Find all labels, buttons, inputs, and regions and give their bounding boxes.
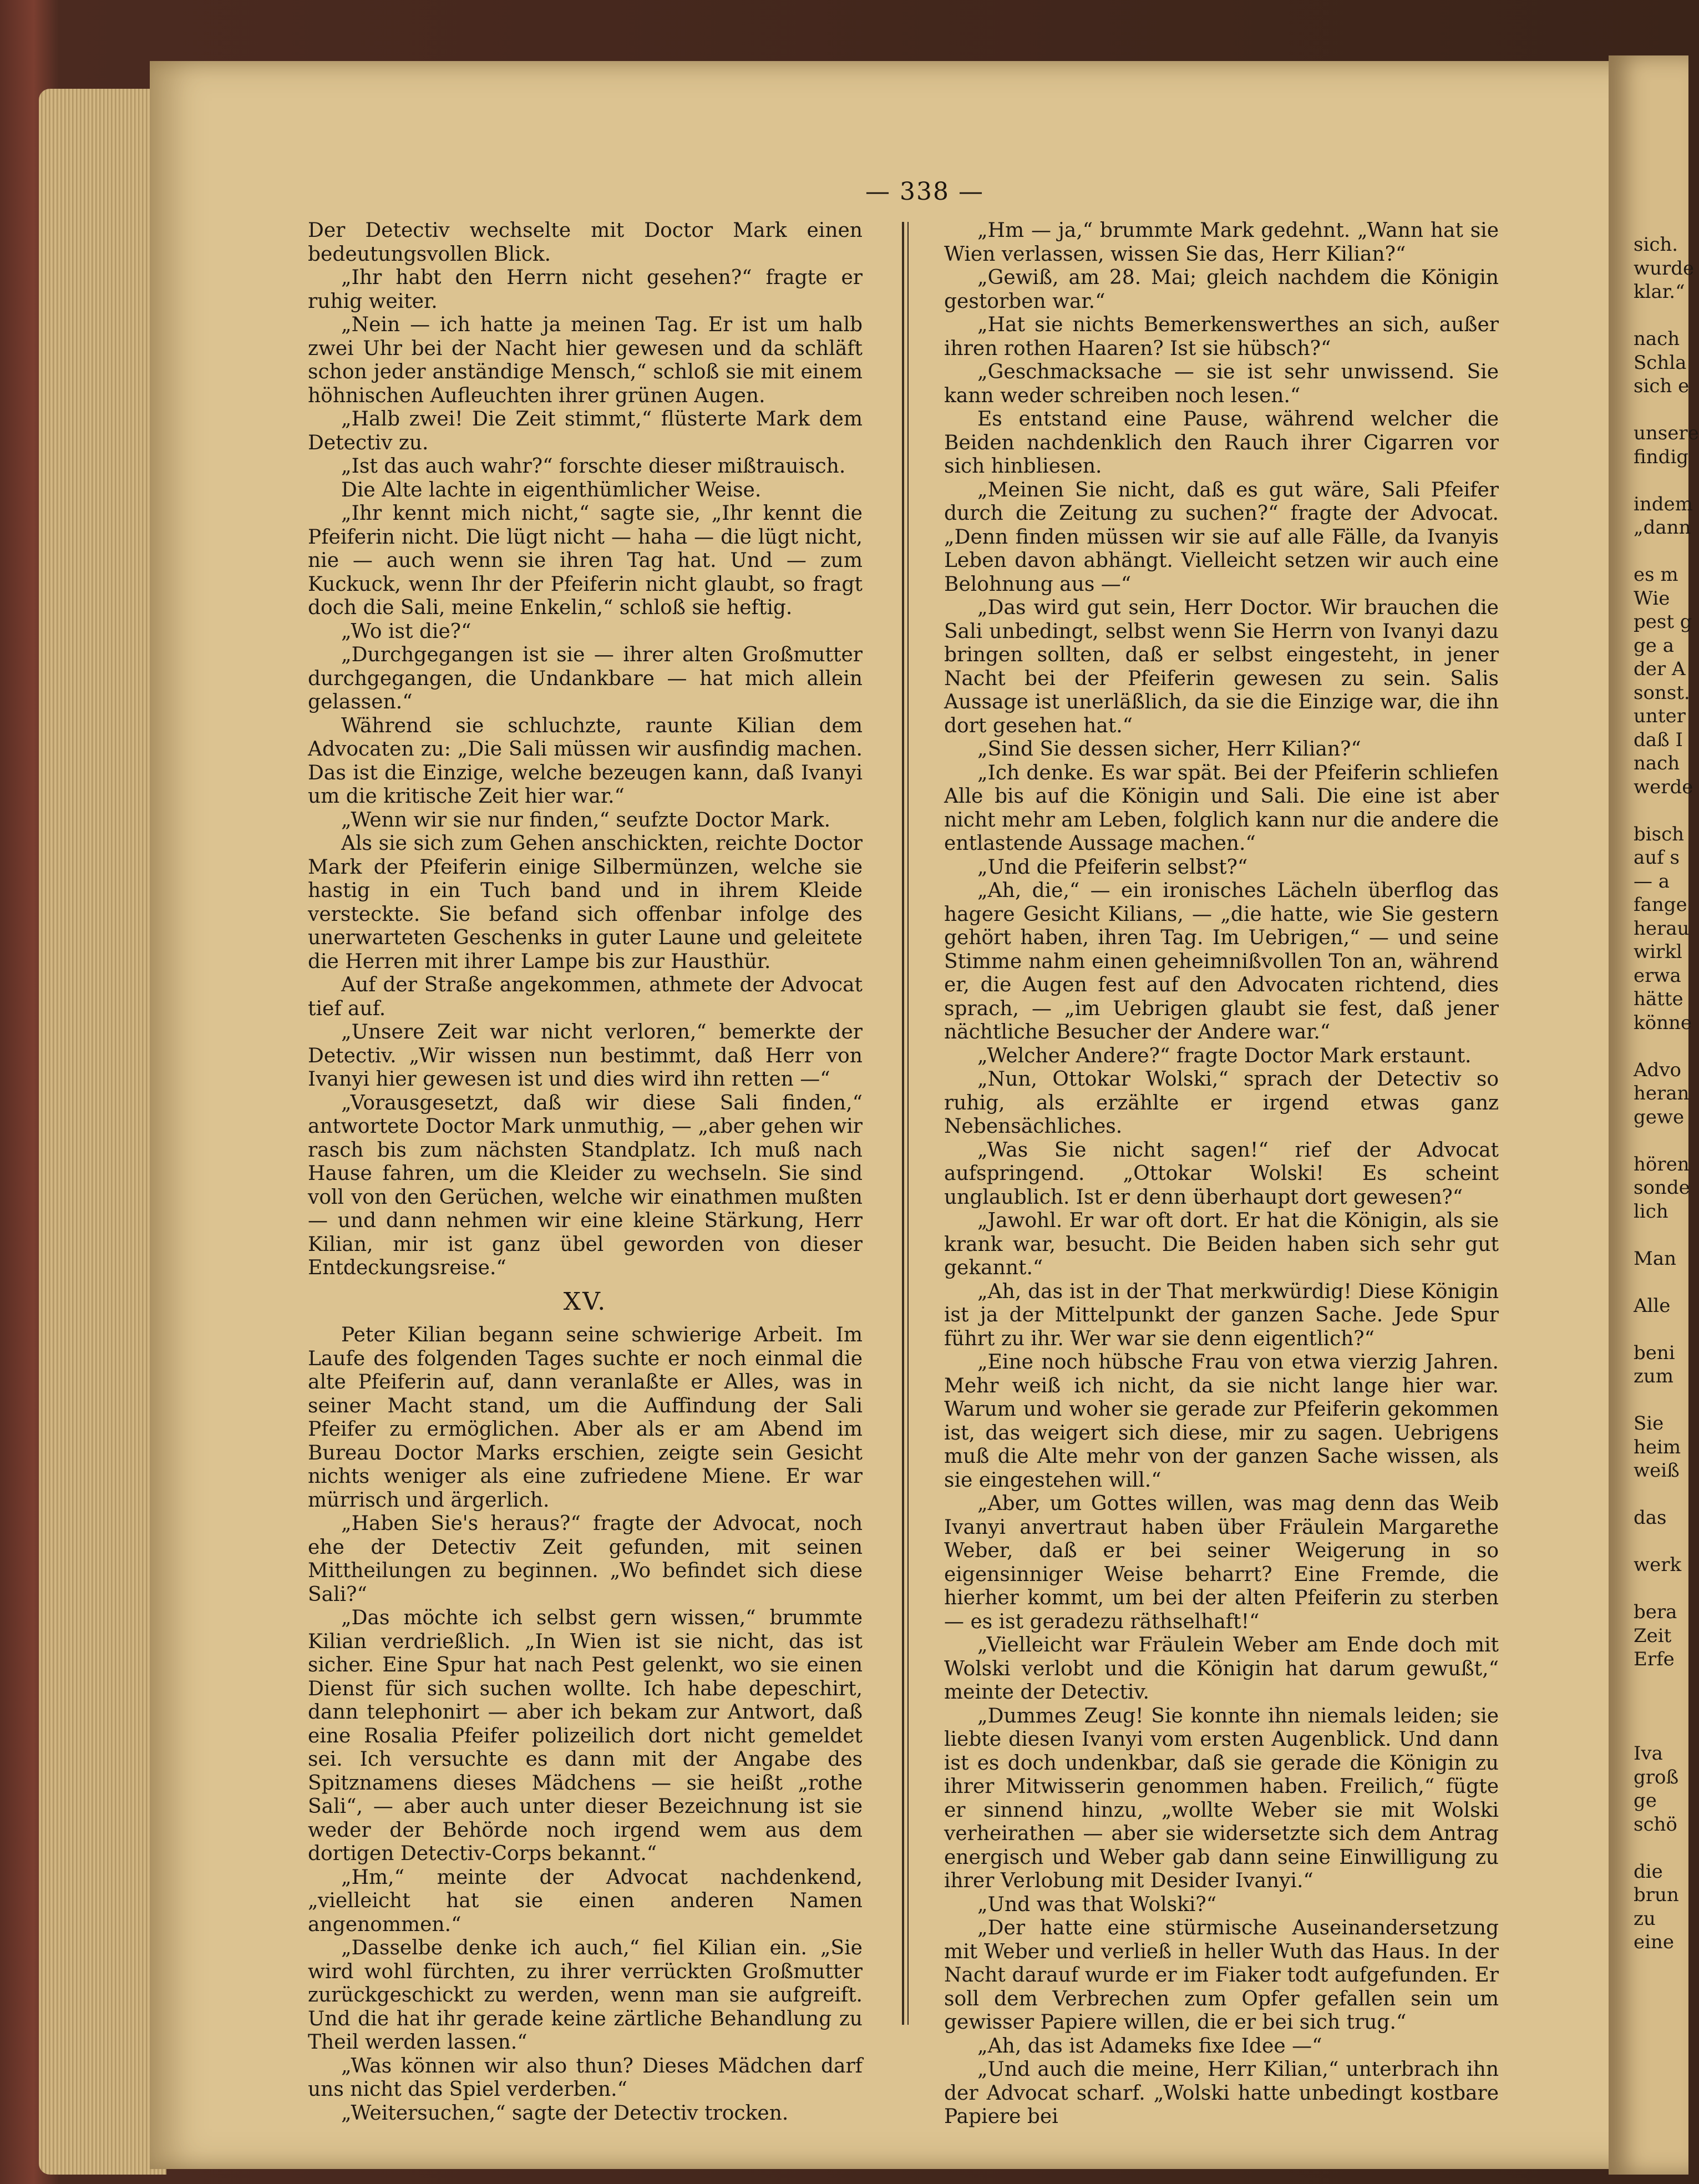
paragraph: „Vorausgesetzt, daß wir diese Sali finden,“ antwortete Doctor Mark unmuthig, — „aber gehen wir rasch bis zum nächsten Standplatz. Ich muß nach Hause fahren, um die Kleider zu wechseln. Sie sind voll von den Gerüchen, welche wir einathmen mußten — und dann nehmen wir eine kleine Stärkung, Herr Kilian, mir ist ganz übel geworden von dieser Entdeckungsreise.“: [308, 1091, 863, 1279]
section-heading: XV.: [563, 1287, 607, 1316]
fragment-line: [1634, 1695, 1686, 1719]
fragment-line: indem: [1634, 493, 1693, 515]
fragment-line: der A: [1634, 658, 1686, 680]
paragraph: „Was können wir also thun? Dieses Mädchen darf uns nicht das Spiel verderben.“: [308, 2054, 863, 2101]
fragment-line: fange: [1634, 894, 1687, 916]
fragment-line: Man: [1634, 1247, 1676, 1270]
fragment-line: hören: [1634, 1153, 1690, 1175]
fragment-line: brun: [1634, 1884, 1679, 1906]
paragraph: „Geschmacksache — sie ist sehr unwissend. Sie kann weder schreiben noch lesen.“: [944, 361, 1499, 407]
fragment-line: die: [1634, 1860, 1663, 1883]
book-page-edges: [39, 89, 166, 2175]
fragment-line: heran: [1634, 1082, 1690, 1104]
fragment-line: klar.“: [1634, 281, 1685, 303]
paragraph: Peter Kilian begann seine schwierige Arbeit. Im Laufe des folgenden Tages suchte er noch einmal die alte Pfeiferin auf, dann veranlaßte er Alles, was in seiner Macht stand, um die Auffindung der Sali Pfeifer zu ermöglichen. Aber als er am Abend im Bureau Doctor Marks erschien, zeigte sein Gesicht nichts weniger als eine zufriedene Miene. Er war mürrisch und ärgerlich.: [308, 1324, 863, 1512]
paragraph: „Das wird gut sein, Herr Doctor. Wir brauchen die Sali unbedingt, selbst wenn Sie Herrn von Ivanyi dazu bringen sollten, daß er selbst eingesteht, in jener Nacht bei der Pfeiferin gewesen zu sein. Salis Aussage ist unerläßlich, da sie die Einzige war, die ihn dort gesehen hat.“: [944, 596, 1499, 737]
fragment-line: [1634, 1530, 1686, 1554]
paragraph: „Was Sie nicht sagen!“ rief der Advocat aufspringend. „Ottokar Wolski! Es scheint unglaublich. Ist er denn überhaupt dort gewesen?“: [944, 1138, 1499, 1209]
right-column: [944, 219, 1499, 2128]
paragraph: „Ah, das ist Adameks fixe Idee —“: [977, 2034, 1322, 2058]
fragment-line: [1634, 398, 1686, 422]
paragraph: „Eine noch hübsche Frau von etwa vierzig Jahren. Mehr weiß ich nicht, da sie nicht lange hier war. Warum und woher sie gerade zur Pfeiferin gekommen ist, das weigert sich diese, mir zu sagen. Uebrigens muß die Alte mehr von der ganzen Sache wissen, als sie eingestehen will.“: [944, 1351, 1499, 1492]
fragment-line: ge a: [1634, 634, 1674, 657]
fragment-line: Advo: [1634, 1058, 1681, 1081]
paragraph: „Ihr habt den Herrn nicht gesehen?“ fragte er ruhig weiter.: [308, 266, 863, 313]
fragment-line: groß: [1634, 1766, 1679, 1788]
fragment-line: [1634, 1129, 1686, 1153]
paragraph: „Das möchte ich selbst gern wissen,“ brummte Kilian verdrießlich. „In Wien ist sie nicht, das ist sicher. Eine Spur hat nach Pest gelenkt, wo sie einen Dienst für sich suchen wollte. Ich habe depeschirt, dann telephonirt — aber ich bekam zur Antwort, daß eine Rosalia Pfeifer polizeilich dort nicht gemeldet sei. Ich versuchte es dann mit der Angabe des Spitznamens dieses Mädchens — sie heißt „rothe Sali“, — aber auch unter dieser Bezeichnung ist sie weder der Behörde noch irgend wem aus dem dortigen Detectiv-Corps bekannt.“: [308, 1607, 863, 1865]
fragment-line: [1634, 1719, 1686, 1742]
fragment-line: [1634, 1035, 1686, 1058]
fragment-line: schö: [1634, 1813, 1677, 1836]
paragraph: „Vielleicht war Fräulein Weber am Ende doch mit Wolski verlobt und die Königin hat darum gewußt,“ meinte der Detectiv.: [944, 1634, 1499, 1704]
fragment-line: [1634, 540, 1686, 564]
fragment-line: das: [1634, 1507, 1667, 1529]
fragment-line: pest g: [1634, 611, 1692, 633]
fragment-line: wurde: [1634, 257, 1695, 280]
fragment-line: [1634, 304, 1686, 328]
fragment-line: bisch: [1634, 823, 1685, 845]
fragment-line: weiß: [1634, 1460, 1680, 1482]
paragraph: Während sie schluchzte, raunte Kilian dem Advocaten zu: „Die Sali müssen wir ausfindig machen. Das ist die Einzige, welche bezeugen kann, daß Ivanyi um die kritische Zeit hier war.“: [308, 714, 863, 808]
fragment-line: zum: [1634, 1365, 1674, 1387]
paragraph: „Sind Sie dessen sicher, Herr Kilian?“: [977, 738, 1361, 761]
fragment-line: [1634, 1389, 1686, 1412]
fragment-line: nach: [1634, 752, 1680, 774]
paragraph: „Halb zwei! Die Zeit stimmt,“ flüsterte Mark dem Detectiv zu.: [308, 408, 863, 454]
fragment-line: sich e: [1634, 375, 1690, 397]
fragment-line: [1634, 1270, 1686, 1294]
paragraph: „Nein — ich hatte ja meinen Tag. Er ist um halb zwei Uhr bei der Nacht hier gewesen und da schläft schon jeder anständige Mensch,“ schloß sie mit einem höhnischen Aufleuchten ihrer grünen Augen.: [308, 313, 863, 407]
fragment-line: Wie: [1634, 587, 1670, 610]
paragraph: „Dummes Zeug! Sie konnte ihn niemals leiden; sie liebte diesen Ivanyi vom ersten Augenblick. Und dann ist es doch undenkbar, daß sie gerade die Königin zu ihrer Mitwisserin genommen haben. Freilich,“ fügte er sinnend hinzu, „wollte Weber sie mit Wolski verheirathen — aber sie widersetzte sich dem Antrag energisch und Weber gab dann seine Einwilligung zu ihrer Verlobung mit Desider Ivanyi.“: [944, 1704, 1499, 1892]
fragment-line: nach: [1634, 328, 1680, 350]
fragment-line: [1634, 1483, 1686, 1507]
fragment-line: erwa: [1634, 964, 1681, 987]
fragment-line: werde: [1634, 776, 1693, 798]
paragraph: „Der hatte eine stürmische Auseinandersetzung mit Weber und verließ in heller Wuth das Haus. In der Nacht darauf wurde er im Fiaker todt aufgefunden. Er soll dem Verbrechen zum Opfer gefallen sein um gewisser Papiere willen, die er bei sich trug.“: [944, 1917, 1499, 2034]
paragraph: Auf der Straße angekommen, athmete der Advocat tief auf.: [308, 974, 863, 1020]
fragment-line: [1634, 799, 1686, 823]
fragment-line: gewe: [1634, 1106, 1685, 1128]
paragraph: „Gewiß, am 28. Mai; gleich nachdem die Königin gestorben war.“: [944, 266, 1499, 313]
paragraph: „Meinen Sie nicht, daß es gut wäre, Sali Pfeifer durch die Zeitung zu suchen?“ fragte der Advocat. „Denn finden müssen wir sie auf alle Fälle, da Ivanyis Leben davon abhängt. Vielleicht setzen wir auch eine Belohnung aus —“: [944, 478, 1499, 596]
fragment-line: Sie: [1634, 1412, 1664, 1435]
fragment-line: herau: [1634, 917, 1690, 940]
fragment-line: könne: [1634, 1011, 1692, 1034]
fragment-line: ge: [1634, 1790, 1657, 1812]
column-divider-thin: [907, 222, 909, 2025]
paragraph: „Und die Pfeiferin selbst?“: [977, 855, 1248, 879]
paragraph: „Dasselbe denke ich auch,“ fiel Kilian ein. „Sie wird wohl fürchten, zu ihrer verrückten Großmutter zurückgeschickt zu werden, wenn man sie aufgreift. Und die hat ihr gerade keine zärtliche Behandlung zu Theil werden lassen.“: [308, 1937, 863, 2054]
fragment-line: „dann: [1634, 516, 1691, 539]
fragment-line: Iva: [1634, 1742, 1663, 1765]
fragment-line: eine: [1634, 1931, 1675, 1953]
fragment-line: sonde: [1634, 1177, 1690, 1199]
fragment-line: bera: [1634, 1601, 1677, 1623]
left-column: [308, 219, 863, 2125]
fragment-line: [1634, 1577, 1686, 1601]
fragment-line: zu: [1634, 1907, 1656, 1930]
paragraph: „Aber, um Gottes willen, was mag denn das Weib Ivanyi anvertraut haben über Fräulein Margarethe Weber, daß er bei seiner Weigerung in so eigensinniger Weise beharrt? Eine Fremde, die hierher kommt, um bei der alten Pfeiferin zu sterben — es ist geradezu räthselhaft!“: [944, 1492, 1499, 1633]
paragraph: „Wo ist die?“: [341, 620, 471, 643]
paragraph: „Und was that Wolski?“: [977, 1893, 1217, 1916]
fragment-line: Schla: [1634, 351, 1687, 374]
fragment-line: [1634, 1318, 1686, 1341]
left-column-text-before: [308, 219, 863, 1280]
fragment-line: sich.: [1634, 234, 1678, 256]
paragraph: „Nun, Ottokar Wolski,“ sprach der Detectiv so ruhig, als erzählte er irgend etwas ganz Nebensächliches.: [944, 1068, 1499, 1138]
paragraph: „Ist das auch wahr?“ forschte dieser mißtrauisch.: [341, 455, 846, 478]
paragraph: „Ihr kennt mich nicht,“ sagte sie, „Ihr kennt die Pfeiferin nicht. Die lügt nicht — haha — die lügt nicht, nie — auch wenn sie ihren Tag hat. Und — zum Kuckuck, wenn Ihr der Pfeiferin nicht glaubt, so fragt doch die Sali, meine Enkelin,“ schloß sie heftig.: [308, 502, 863, 619]
fragment-line: unsere: [1634, 422, 1699, 444]
paragraph: „Haben Sie's heraus?“ fragte der Advocat, noch ehe der Detectiv Zeit gefunden, mit seinen Mittheilungen zu beginnen. „Wo befindet sich diese Sali?“: [308, 1512, 863, 1606]
paragraph: „Ah, die,“ — ein ironisches Lächeln überflog das hagere Gesicht Kilians, — „die hatte, wie Sie gestern gehört haben, ihren Tag. Im Uebrigen,“ — und seine Stimme nahm einen geheimnißvollen Ton an, während er, die Augen fest auf den Advocaten richtend, dies sprach, — „im Uebrigen glaubt sie fest, daß jener nächtliche Besucher der Andere war.“: [944, 879, 1499, 1043]
fragment-line: [1634, 1671, 1686, 1695]
paragraph: „Welcher Andere?“ fragte Doctor Mark erstaunt.: [977, 1044, 1472, 1067]
fragment-line: sonst.: [1634, 681, 1690, 704]
fragment-line: [1634, 1836, 1686, 1860]
fragment-line: daß I: [1634, 728, 1683, 751]
paragraph: Der Detectiv wechselte mit Doctor Mark einen bedeutungsvollen Blick.: [308, 219, 863, 266]
paragraph: „Wenn wir sie nur finden,“ seufzte Doctor Mark.: [341, 808, 831, 832]
paragraph: „Ich denke. Es war spät. Bei der Pfeiferin schliefen Alle bis auf die Königin und Sali. Die eine ist aber nicht mehr am Leben, folglich kann nur die andere die entlastende Aussage machen.“: [944, 761, 1499, 855]
paragraph: „Jawohl. Er war oft dort. Er hat die Königin, als sie krank war, besucht. Die Beiden haben sich sehr gut gekannt.“: [944, 1209, 1499, 1279]
paragraph: „Durchgegangen ist sie — ihrer alten Großmutter durchgegangen, die Undankbare — hat mich allein gelassen.“: [308, 643, 863, 713]
right-column-text: [944, 219, 1499, 2129]
left-column-text-after: [308, 1324, 863, 2125]
fragment-line: findig: [1634, 445, 1688, 468]
fragment-line: heim: [1634, 1436, 1681, 1458]
paragraph: „Ah, das ist in der That merkwürdig! Diese Königin ist ja der Mittelpunkt der ganzen Sache. Jede Spur führt zu ihr. Wer war sie denn eigentlich?“: [944, 1280, 1499, 1350]
paragraph: „Und auch die meine, Herr Kilian,“ unterbrach ihn der Advocat scharf. „Wolski hatte unbedingt kostbare Papiere bei: [944, 2058, 1499, 2128]
column-divider: [902, 222, 904, 2025]
paragraph: Es entstand eine Pause, während welcher die Beiden nachdenklich den Rauch ihrer Cigarren vor sich hinbliesen.: [944, 408, 1499, 478]
fragment-line: [1634, 1223, 1686, 1247]
fragment-line: wirkl: [1634, 941, 1682, 963]
fragment-line: beni: [1634, 1341, 1675, 1364]
fragment-line: Erfe: [1634, 1648, 1675, 1670]
paragraph: „Hm — ja,“ brummte Mark gedehnt. „Wann hat sie Wien verlassen, wissen Sie das, Herr Kilian?“: [944, 219, 1499, 266]
paragraph: „Hat sie nichts Bemerkenswerthes an sich, außer ihren rothen Haaren? Ist sie hübsch?“: [944, 313, 1499, 360]
paragraph: Die Alte lachte in eigenthümlicher Weise.: [341, 478, 762, 501]
fragment-line: hätte: [1634, 988, 1683, 1010]
paragraph: „Unsere Zeit war nicht verloren,“ bemerkte der Detectiv. „Wir wissen nun bestimmt, daß Herr von Ivanyi hier gewesen ist und dies wird ihn retten —“: [308, 1021, 863, 1091]
page-number: — 338 —: [865, 178, 984, 206]
fragment-line: [1634, 469, 1686, 493]
paragraph: „Weitersuchen,“ sagte der Detectiv trocken.: [341, 2101, 789, 2125]
fragment-line: unter: [1634, 705, 1686, 727]
fragment-line: Zeit: [1634, 1624, 1672, 1647]
fragment-line: auf s: [1634, 847, 1680, 869]
paragraph: „Hm,“ meinte der Advocat nachdenkend, „vielleicht hat sie einen anderen Namen angenommen.“: [308, 1866, 863, 1936]
paragraph: Als sie sich zum Gehen anschickten, reichte Doctor Mark der Pfeiferin einige Silbermünzen, welche sie hastig in ein Tuch band und in ihrem Kleide versteckte. Sie befand sich offenbar infolge des unerwarteten Geschenks in guter Laune und geleitete die Herren mit ihrer Lampe bis zur Hausthür.: [308, 832, 863, 973]
fragment-line: lich: [1634, 1200, 1668, 1223]
fragment-line: werk: [1634, 1554, 1682, 1576]
next-page-fragments: [1634, 233, 1699, 1954]
fragment-line: Alle: [1634, 1294, 1671, 1317]
fragment-line: — a: [1634, 870, 1670, 893]
fragment-line: es m: [1634, 564, 1678, 586]
